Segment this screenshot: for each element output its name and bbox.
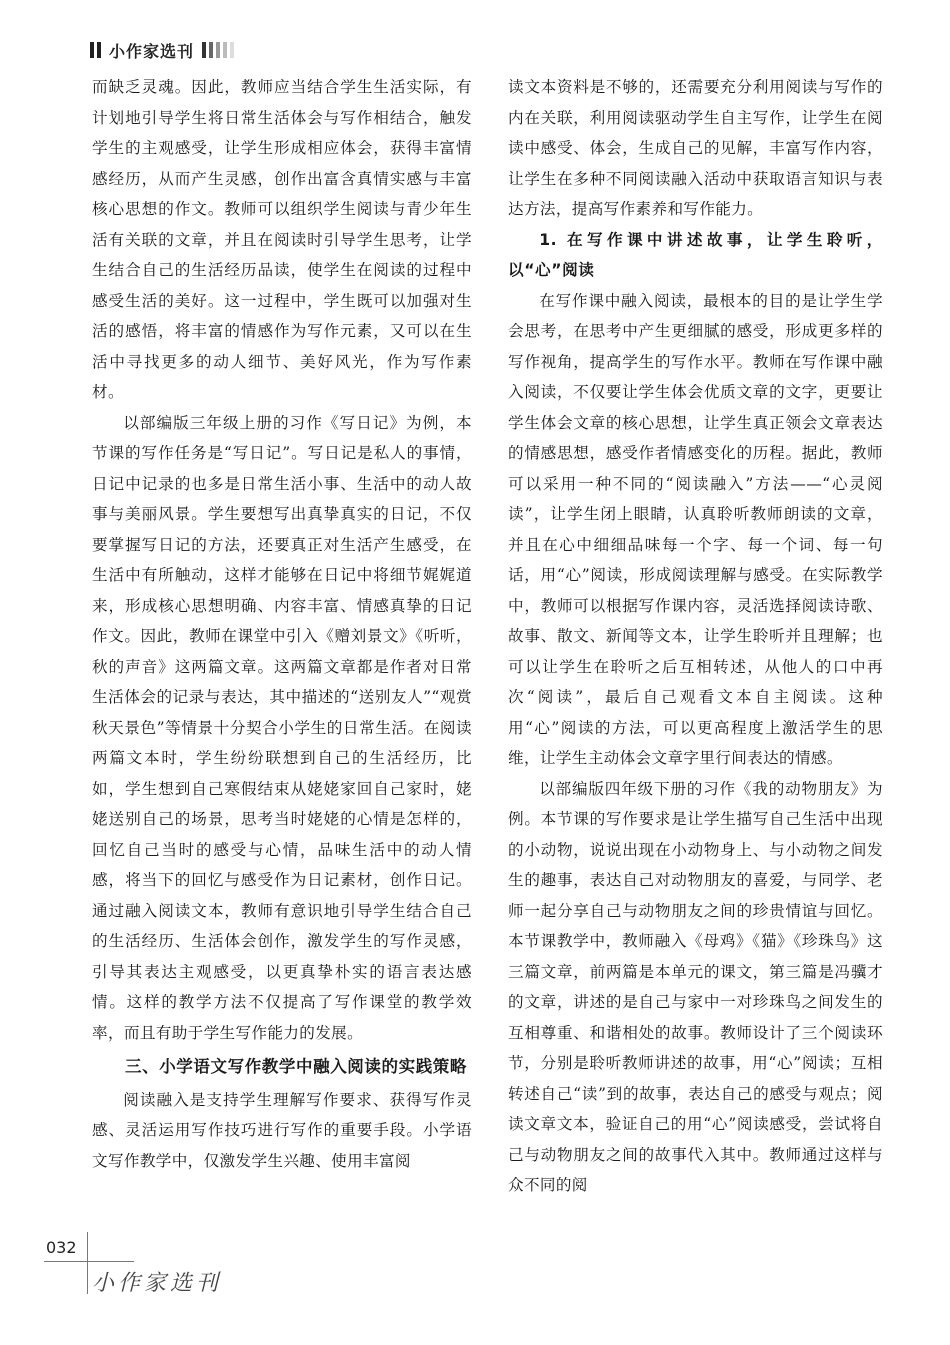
journal-title: 小作家选刊 bbox=[109, 41, 195, 61]
paragraph: 以部编版四年级下册的习作《我的动物朋友》为例。本节课的写作要求是让学生描写自己生活中出现的小动物，说说出现在小动物身上、与小动物之间发生的趣事，表达自己对动物朋友的喜爱，与同学、老师一起分享自己与动物朋友之间的珍贵情谊与回忆。本节课教学中，教师融入《母鸡》《猫》《珍珠鸟》这三篇文章，前两篇是本单元的课文，第三篇是冯骥才的文章，讲述的是自己与家中一对珍珠鸟之间发生的互相尊重、和谐相处的故事。教师设计了三个阅读环节，分别是聆听教师讲述的故事，用“心”阅读；互相转述自己“读”到的故事，表达自己的感受与观点；阅读文章文本，验证自己的用“心”阅读感受，尝试将自己与动物朋友之间的故事代入其中。教师通过这样与众不同的阅 bbox=[508, 779, 883, 1194]
running-header bbox=[90, 38, 234, 62]
header-bars-icon bbox=[90, 42, 101, 58]
paragraph: 阅读融入是支持学生理解写作要求、获得写作灵感、灵活运用写作技巧进行写作的重要手段。小学语文写作教学中，仅激发学生兴趣、使用丰富阅 bbox=[92, 1090, 472, 1170]
header-gradient-bars-icon bbox=[202, 42, 234, 58]
paragraph: 而缺乏灵魂。因此，教师应当结合学生生活实际，有计划地引导学生将日常生活体会与写作相结合，触发学生的主观感受，让学生形成相应体会，获得丰富情感经历，从而产生灵感，创作出富含真情实感与丰富核心思想的作文。教师可以组织学生阅读与青少年生活有关联的文章，并且在阅读时引导学生思考，让学生结合自己的生活经历品读，使学生在阅读的过程中感受生活的美好。这一过程中，学生既可以加强对生活的感悟，将丰富的情感作为写作元素，又可以在生活中寻找更多的动人细节、美好风光，作为写作素材。 bbox=[92, 78, 472, 401]
paragraph: 读文本资料是不够的，还需要充分利用阅读与写作的内在关联，利用阅读驱动学生自主写作，让学生在阅读中感受、体会，生成自己的见解，丰富写作内容，让学生在多种不同阅读融入活动中获取语言知识与表达方法，提高写作素养和写作能力。 bbox=[508, 78, 883, 218]
page-number: 032 bbox=[46, 1238, 77, 1257]
right-column bbox=[508, 72, 883, 1201]
subsection-heading: 1. 在写作课中讲述故事，让学生聆听，以“心”阅读 bbox=[508, 230, 883, 279]
footer-logo: 小作家选刊 bbox=[92, 1271, 223, 1296]
paragraph: 以部编版三年级上册的习作《写日记》为例，本节课的写作任务是“写日记”。写日记是私人的事情，日记中记录的也多是日常生活小事、生活中的动人故事与美丽风景。学生要想写出真挚真实的日记，不仅要掌握写日记的方法，还要真正对生活产生感受，在生活中有所触动，这样才能够在日记中将细节娓娓道来，形成核心思想明确、内容丰富、情感真挚的日记作文。因此，教师在课堂中引入《赠刘景文》《听听，秋的声音》这两篇文章。这两篇文章都是作者对日常生活体会的记录与表达，其中描述的“送别友人”“观赏秋天景色”等情景十分契合小学生的日常生活。在阅读两篇文本时，学生纷纷联想到自己的生活经历，比如，学生想到自己寒假结束从姥姥家回自己家时，姥姥送别自己的场景，思考当时姥姥的心情是怎样的，回忆自己当时的感受与心情，品味生活中的动人情感，将当下的回忆与感受作为日记素材，创作日记。通过融入阅读文本，教师有意识地引导学生结合自己的生活经历、生活体会创作，激发学生的写作灵感，引导其表达主观感受，以更真挚朴实的语言表达感情。这样的教学方法不仅提高了写作课堂的教学效率，而且有助于学生写作能力的发展。 bbox=[92, 413, 472, 1042]
footer-horizontal-rule bbox=[44, 1261, 134, 1262]
footer-vertical-rule bbox=[87, 1232, 88, 1294]
section-heading: 三、小学语文写作教学中融入阅读的实践策略 bbox=[125, 1057, 467, 1076]
left-column bbox=[92, 72, 472, 1176]
paragraph: 在写作课中融入阅读，最根本的目的是让学生学会思考，在思考中产生更细腻的感受，形成更多样的写作视角，提高学生的写作水平。教师在写作课中融入阅读，不仅要让学生体会优质文章的文字，更要让学生体会文章的核心思想，让学生真正领会文章表达的情感思想，感受作者情感变化的历程。据此，教师可以采用一种不同的“阅读融入”方法——“心灵阅读”，让学生闭上眼睛，认真聆听教师朗读的文章，并且在心中细细品味每一个字、每一个词、每一句话，用“心”阅读，形成阅读理解与感受。在实际教学中，教师可以根据写作课内容，灵活选择阅读诗歌、故事、散文、新闻等文本，让学生聆听并且理解；也可以让学生在聆听之后互相转述，从他人的口中再次“阅读”，最后自己观看文本自主阅读。这种用“心”阅读的方法，可以更高程度上激活学生的思维，让学生主动体会文章字里行间表达的情感。 bbox=[508, 291, 883, 767]
